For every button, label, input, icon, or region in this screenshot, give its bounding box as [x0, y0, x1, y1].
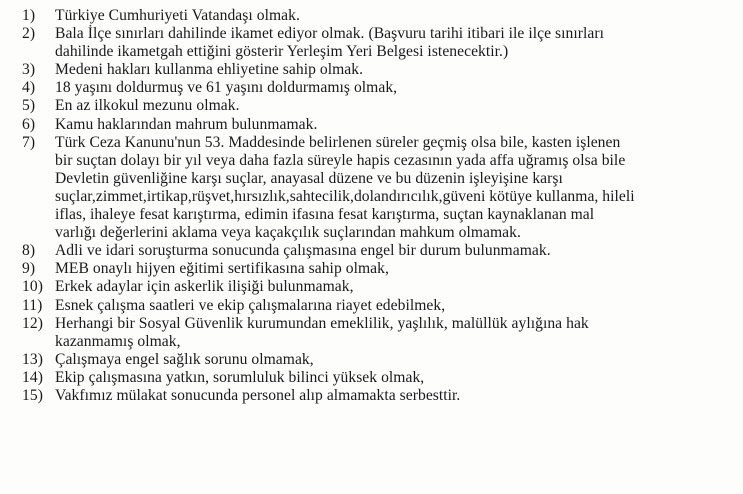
item-number: 14) — [22, 368, 43, 386]
item-text: MEB onaylı hijyen eğitimi sertifikasına sahip olmak, — [55, 260, 389, 278]
item-number: 10) — [22, 278, 43, 296]
list-item — [22, 278, 735, 296]
list-item — [22, 97, 735, 115]
item-text: Esnek çalışma saatleri ve ekip çalışmalarına riayet edebilmek, — [55, 296, 446, 314]
item-text: Vakfımız mülakat sonucunda personel alıp almamakta serbesttir. — [55, 386, 461, 404]
list-item — [22, 134, 735, 243]
list-item — [22, 7, 735, 25]
list-item — [22, 61, 735, 79]
item-number: 11) — [22, 296, 43, 314]
list-item — [22, 315, 735, 351]
item-number: 2) — [22, 25, 36, 43]
item-number: 7) — [22, 133, 36, 151]
list-item — [22, 260, 735, 278]
item-text: Kamu haklarından mahrum bulunmamak. — [55, 115, 318, 133]
requirements-list — [22, 7, 735, 405]
list-item — [22, 242, 735, 260]
list-item — [22, 79, 735, 97]
item-text: En az ilkokul mezunu olmak. — [55, 97, 240, 115]
item-text: Medeni hakları kullanma ehliyetine sahip olmak. — [55, 61, 364, 79]
item-number: 6) — [22, 115, 36, 133]
list-item — [22, 387, 735, 405]
list-item — [22, 25, 735, 61]
item-text: Bala İlçe sınırları dahilinde ikamet ediyor olmak. (Başvuru tarihi itibari ile ilçe sınırları dahilinde ikametgah ettiğini gösterir Yerleşim Yeri Belgesi istenecektir.) — [55, 25, 604, 61]
item-number: 9) — [22, 260, 36, 278]
item-number: 13) — [22, 350, 43, 368]
list-item — [22, 116, 735, 134]
item-number: 3) — [22, 61, 36, 79]
item-text: Türk Ceza Kanunu'nun 53. Maddesinde belirlenen süreler geçmiş olsa bile, kasten işlenen bir suçtan dolayı bir yıl veya daha fazla süreyle hapis cezasının yada affa uğramış olsa bile Devletin güvenliğine karşı suçlar, anayasal düzene ve bu düzenin işleyişine karşı suçlar,zimmet,irtikap,rüşvet,hırsızlık,sahtecilik,dolandırıcılık,güveni kötüye kullanma, hileli iflas, ihaleye fesat karıştırma, edimin ifasına fesat karıştırma, suçtan kaynaklanan mal varlığı değerlerini aklama veya kaçakçılık suçlarından mahkum olmamak. — [55, 133, 635, 242]
list-item — [22, 351, 735, 369]
item-text: Ekip çalışmasına yatkın, sorumluluk bilinci yüksek olmak, — [55, 368, 425, 386]
item-text: Herhangi bir Sosyal Güvenlik kurumundan emeklilik, yaşlılık, malüllük aylığına hak kazanmamış olmak, — [55, 314, 589, 350]
item-number: 1) — [22, 7, 36, 24]
item-text: Adli ve idari soruşturma sonucunda çalışmasına engel bir durum bulunmamak. — [55, 242, 551, 260]
item-text: Türkiye Cumhuriyeti Vatandaşı olmak. — [55, 7, 300, 24]
list-item — [22, 297, 735, 315]
list-item — [22, 369, 735, 387]
item-number: 5) — [22, 97, 36, 115]
item-text: Çalışmaya engel sağlık sorunu olmamak, — [55, 350, 314, 368]
item-number: 12) — [22, 314, 43, 332]
item-number: 8) — [22, 242, 36, 260]
item-text: Erkek adaylar için askerlik ilişiği bulunmamak, — [55, 278, 354, 296]
item-number: 4) — [22, 79, 36, 97]
item-number: 15) — [22, 386, 43, 404]
item-text: 18 yaşını doldurmuş ve 61 yaşını doldurmamış olmak, — [55, 79, 398, 97]
